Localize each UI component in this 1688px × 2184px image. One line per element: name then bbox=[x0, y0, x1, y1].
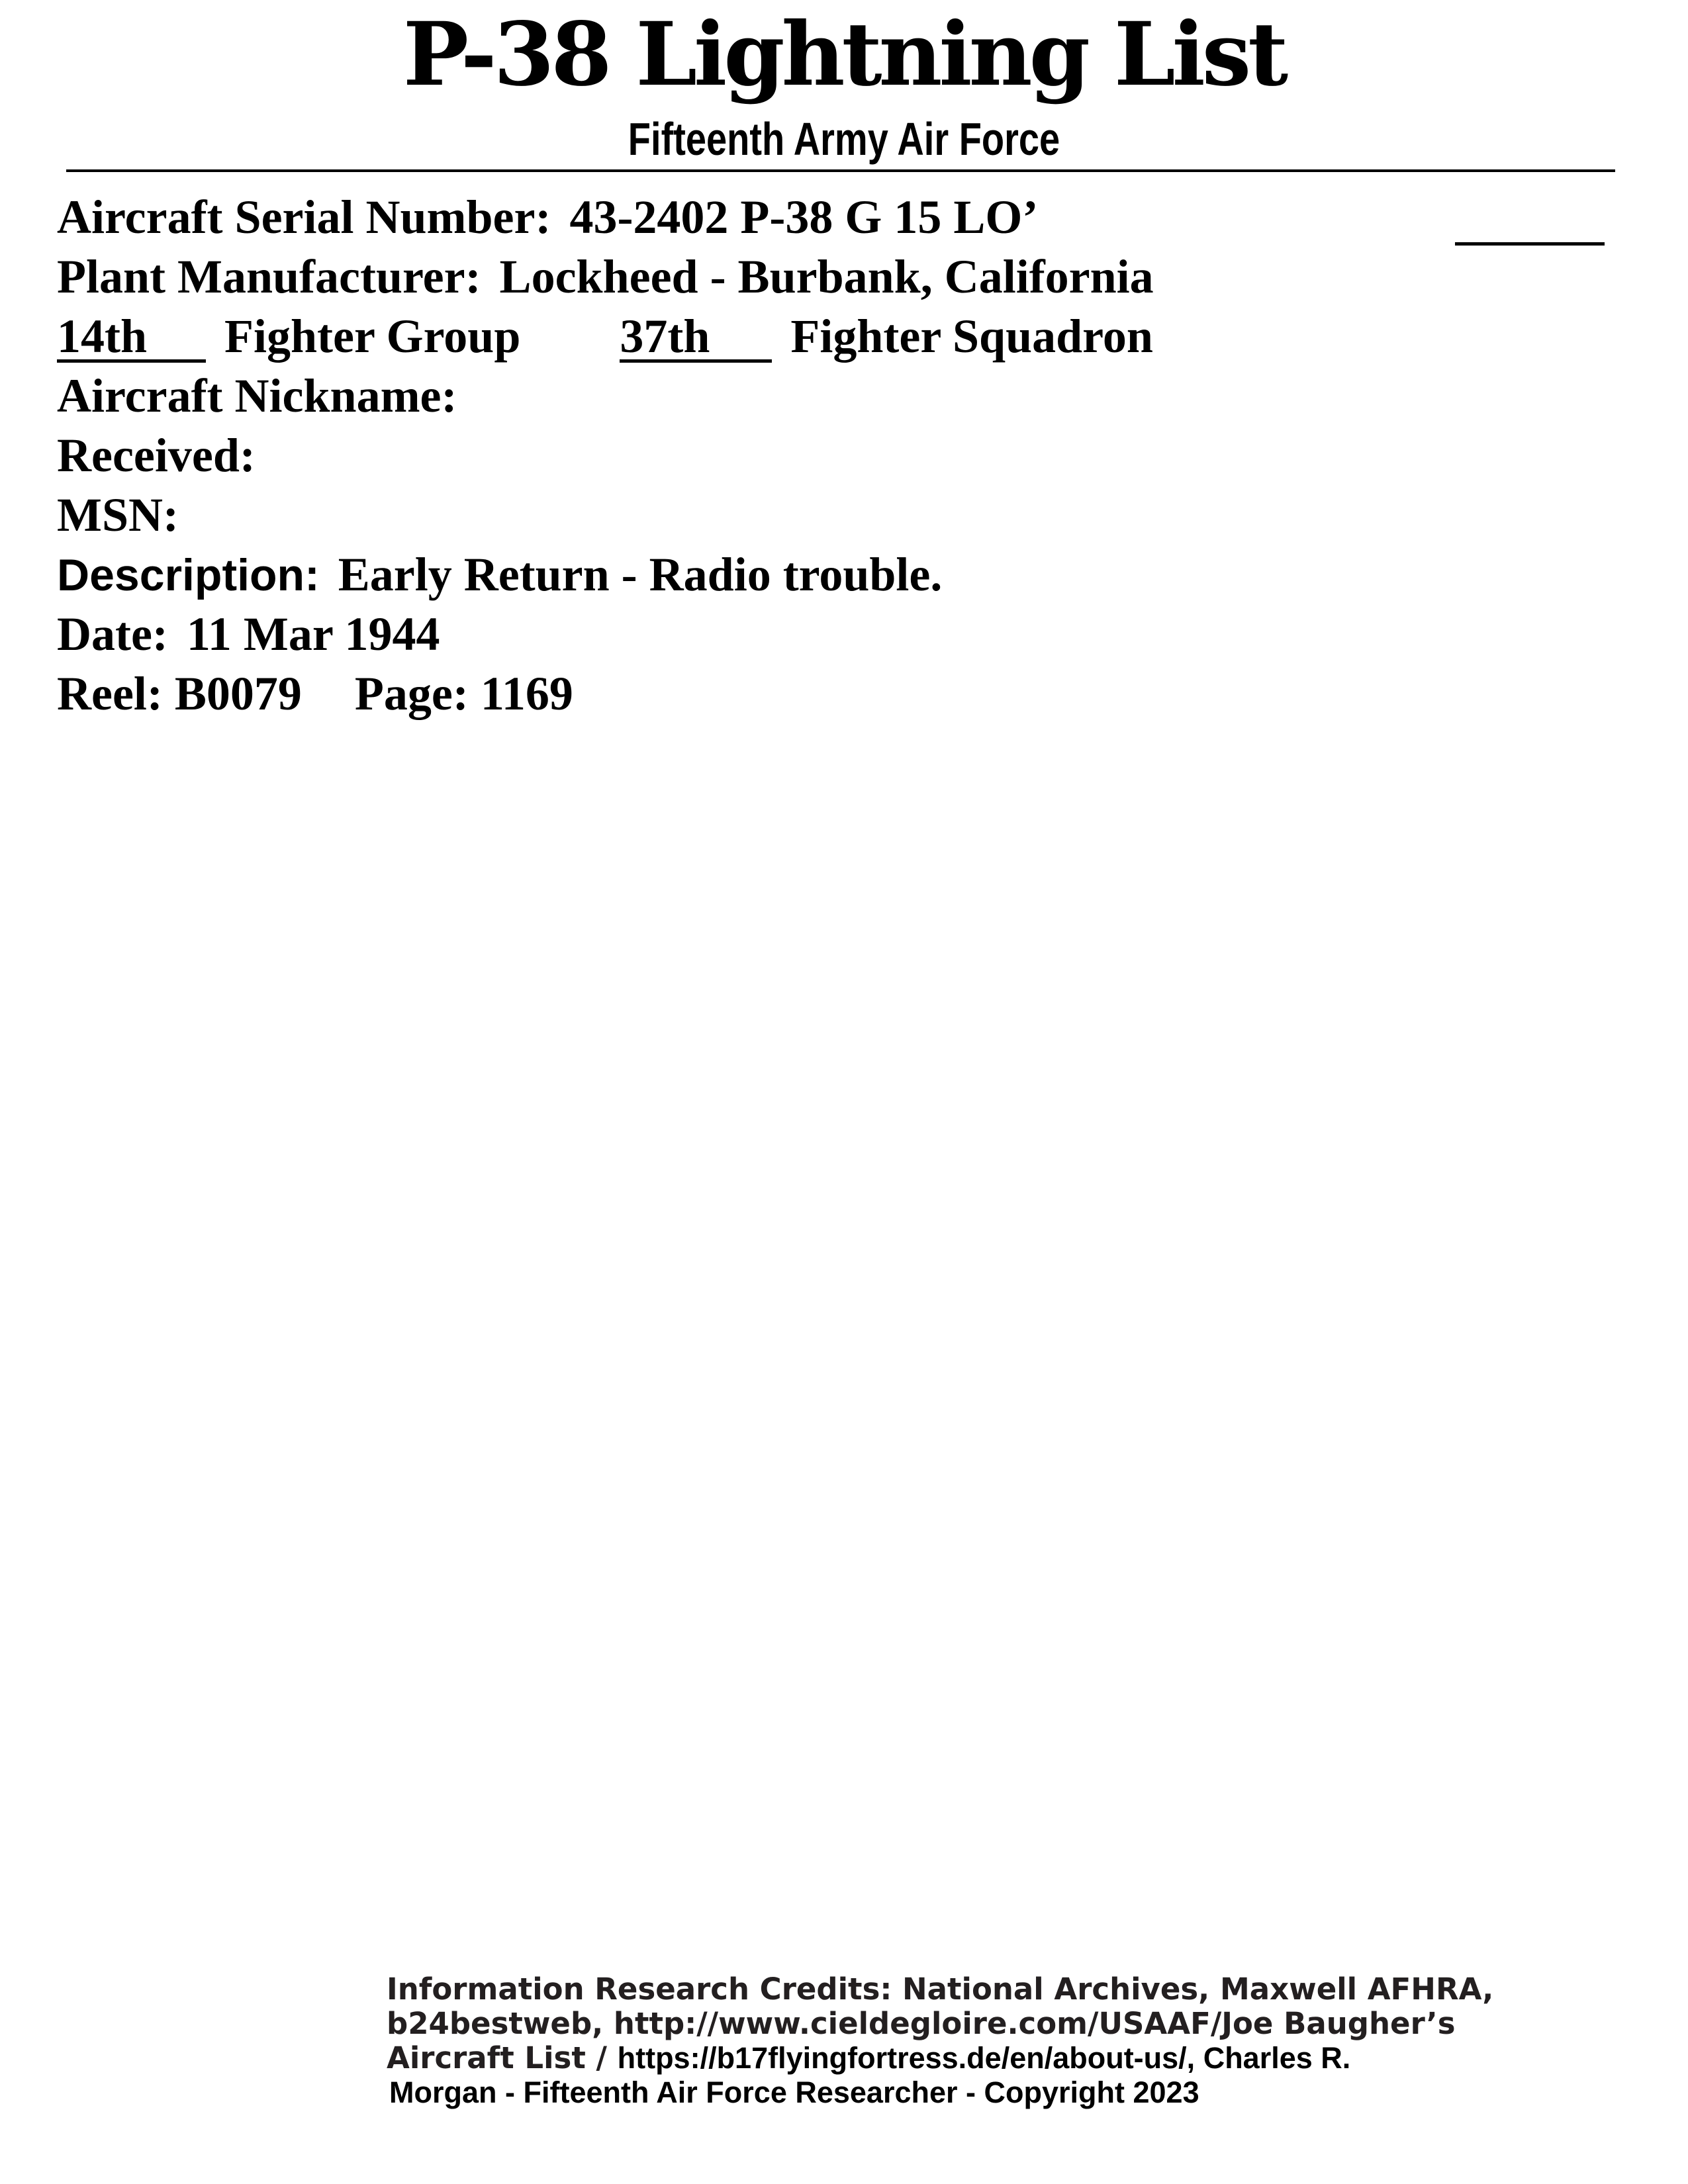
unit-row bbox=[57, 308, 1153, 365]
serial-number-value: 43-2402 P-38 G 15 LO’ bbox=[569, 191, 1039, 244]
fighter-squadron-value: 37th bbox=[620, 313, 772, 363]
page-title: P-38 Lightning List bbox=[402, 3, 1286, 106]
credits-line-4: Morgan - Fifteenth Air Force Researcher - Copyright 2023 bbox=[389, 2075, 1199, 2109]
page-label: Page: bbox=[354, 667, 469, 720]
date-row bbox=[57, 606, 440, 662]
description-row bbox=[57, 546, 942, 604]
corner-blank-line bbox=[1455, 242, 1605, 246]
credits-line-3 bbox=[387, 2041, 1493, 2075]
reel-label: Reel: bbox=[57, 667, 163, 720]
serial-number-row bbox=[57, 189, 1038, 246]
credits-line-1: Information Research Credits: National Archives, Maxwell AFHRA, bbox=[387, 1972, 1494, 2007]
received-label: Received: bbox=[57, 429, 256, 482]
page-subtitle: Fifteenth Army Air Force bbox=[628, 113, 1060, 165]
manufacturer-row bbox=[57, 248, 1154, 305]
serial-number-label: Aircraft Serial Number: bbox=[57, 191, 551, 244]
msn-label: MSN: bbox=[57, 488, 179, 541]
page-value: 1169 bbox=[480, 667, 573, 720]
credits-line-2: b24bestweb, http://www.cieldegloire.com/USAAF/Joe Baugher’s bbox=[387, 2006, 1456, 2041]
description-value: Early Return - Radio trouble. bbox=[338, 548, 943, 601]
credits-line-3-end: https://b17flyingfortress.de/en/about-us/, Charles R. bbox=[617, 2041, 1351, 2075]
manufacturer-label: Plant Manufacturer: bbox=[57, 250, 481, 303]
description-label: Description: bbox=[57, 550, 320, 600]
manufacturer-value: Lockheed - Burbank, California bbox=[499, 250, 1154, 303]
fighter-group-label: Fighter Group bbox=[224, 310, 521, 363]
nickname-label: Aircraft Nickname: bbox=[57, 369, 457, 422]
research-credits bbox=[387, 1972, 1493, 2110]
reel-page-row bbox=[57, 665, 573, 722]
fighter-squadron-label: Fighter Squadron bbox=[790, 310, 1153, 363]
date-value: 11 Mar 1944 bbox=[186, 608, 440, 660]
credits-line-3-start: Aircraft List / bbox=[387, 2040, 607, 2075]
header-divider bbox=[66, 169, 1615, 172]
reel-value: B0079 bbox=[174, 667, 302, 720]
fighter-group-value: 14th bbox=[57, 313, 206, 363]
date-label: Date: bbox=[57, 608, 168, 660]
